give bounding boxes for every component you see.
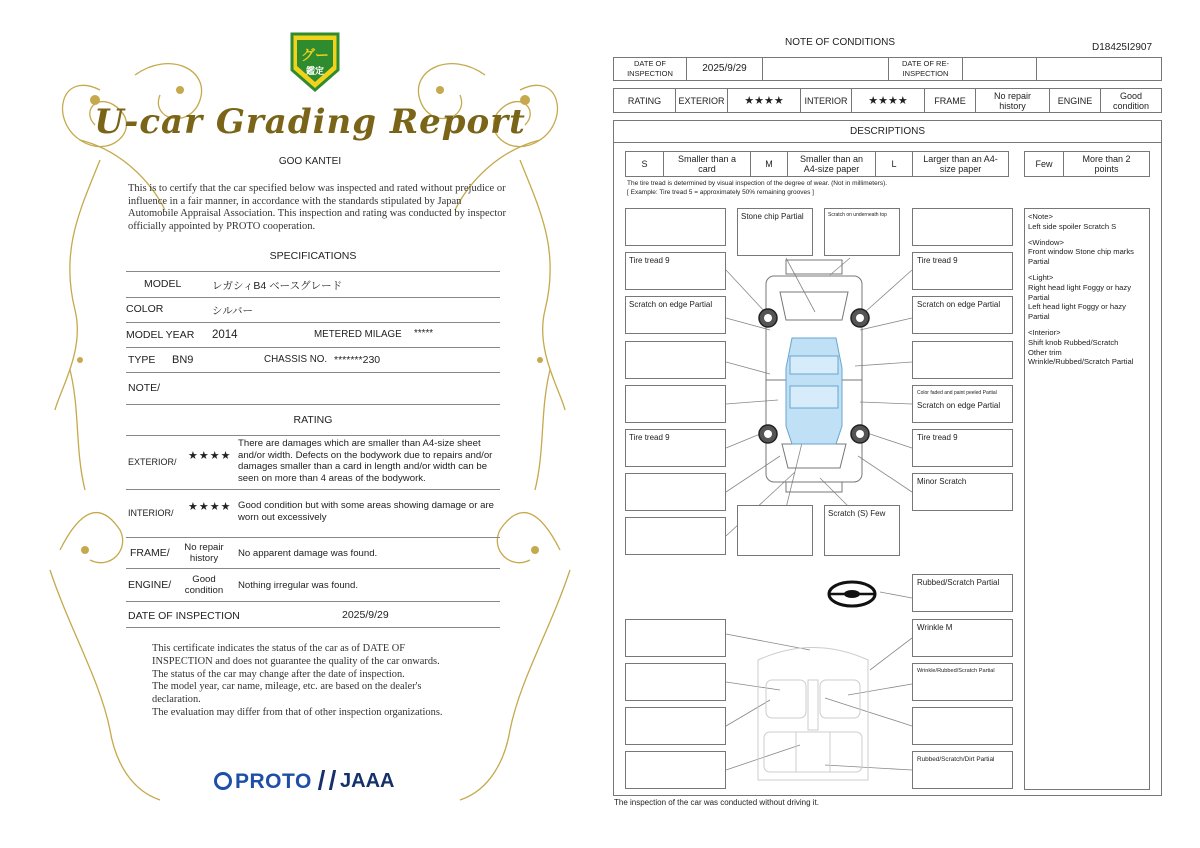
footnote-line: The evaluation may differ from that of other inspection organizations. xyxy=(152,706,443,718)
re-inspection-label: DATE OF RE-INSPECTION xyxy=(888,58,962,80)
footnote-line: The status of the car may change after the date of inspection. xyxy=(152,668,405,680)
condition-box xyxy=(912,574,1013,612)
condition-box xyxy=(625,341,726,379)
bottom-note: The inspection of the car was conducted without driving it. xyxy=(614,798,819,807)
svg-text:鑑定: 鑑定 xyxy=(305,67,325,77)
chassis-label: CHASSIS NO. xyxy=(264,354,328,365)
condition-box xyxy=(912,473,1013,511)
condition-label: Tire tread 9 xyxy=(629,433,670,442)
exterior-stars: ★★★★ xyxy=(188,450,232,462)
model-year-value: 2014 xyxy=(212,329,238,341)
condition-box xyxy=(912,296,1013,334)
frame-label: FRAME xyxy=(924,89,975,112)
chassis-value: *******230 xyxy=(334,354,381,366)
condition-box xyxy=(824,208,900,256)
model-year-label: MODEL YEAR xyxy=(126,329,195,341)
condition-label: Stone chip Partial xyxy=(741,212,804,221)
interior-label: INTERIOR/ xyxy=(128,508,174,518)
condition-box xyxy=(912,385,1013,423)
condition-label: Scratch on edge Partial xyxy=(629,300,713,309)
note-line: <Note> xyxy=(1028,212,1053,221)
legend-key: M xyxy=(750,152,787,176)
frame-value: No repair history xyxy=(975,89,1049,112)
type-label: TYPE xyxy=(128,354,156,366)
notes-panel xyxy=(1024,208,1150,790)
engine-value: Good condition xyxy=(184,574,224,596)
condition-box xyxy=(737,208,813,256)
certification-text: This is to certify that the car specified below was inspected and rated without prejudice or influence in a fair manner, in accordance with the standards stipulated by Japan Automobile Appraisal Association. This inspection and rating was conducted by inspector officially appointed by PROTO cooperation. xyxy=(128,183,507,232)
note-line: Left head light Foggy or hazy Partial xyxy=(1028,302,1126,322)
engine-label: ENGINE/ xyxy=(128,579,172,591)
legend-key: L xyxy=(875,152,912,176)
engine-value: Good condition xyxy=(1100,89,1161,112)
condition-label: Scratch on edge Partial xyxy=(917,300,1001,309)
date-value: 2025/9/29 xyxy=(342,609,389,621)
condition-box xyxy=(625,252,726,290)
condition-label: Tire tread 9 xyxy=(917,256,958,265)
note-line: Left side spoiler Scratch S xyxy=(1028,221,1117,231)
conditions-title: NOTE OF CONDITIONS xyxy=(785,37,895,48)
legend-value: Larger than an A4-size paper xyxy=(912,152,1008,176)
condition-box xyxy=(625,751,726,789)
condition-box xyxy=(737,505,813,556)
condition-label: Wrinkle M xyxy=(917,623,953,632)
condition-box xyxy=(912,751,1013,789)
condition-label: Color faded and paint peeled Partial xyxy=(917,390,997,396)
condition-box xyxy=(625,296,726,334)
exterior-label: EXTERIOR xyxy=(675,89,727,112)
model-value: レガシィB4 ベースグレード xyxy=(212,280,343,292)
interior-description: Good condition but with some areas showing damage or are worn out excessively xyxy=(238,500,494,523)
report-title: U-car Grading Report xyxy=(94,102,526,142)
exterior-label: EXTERIOR/ xyxy=(128,457,177,467)
rating-label: RATING xyxy=(627,95,662,106)
few-value: More than 2 points xyxy=(1063,152,1149,176)
document-id: D18425I2907 xyxy=(1091,42,1153,53)
frame-label: FRAME/ xyxy=(130,547,170,559)
condition-box xyxy=(625,619,726,657)
legend-value: Smaller than an A4-size paper xyxy=(787,152,875,176)
engine-description: Nothing irregular was found. xyxy=(238,580,358,591)
jaaa-logo-text: JAAA xyxy=(340,770,395,792)
descriptions-heading: DESCRIPTIONS xyxy=(613,121,1162,143)
color-value: シルバー xyxy=(212,305,254,317)
tire-note: The tire tread is determined by visual inspection of the degree of wear. (Not in millimeters). xyxy=(627,180,888,187)
date-of-inspection-label: DATE OF INSPECTION xyxy=(627,59,673,78)
frame-description: No apparent damage was found. xyxy=(238,548,378,559)
specifications-heading: SPECIFICATIONS xyxy=(269,250,357,262)
condition-label: Wrinkle/Rubbed/Scratch Partial xyxy=(917,668,995,674)
interior-label: INTERIOR xyxy=(800,89,851,112)
few-key: Few xyxy=(1035,159,1053,169)
note-line: <Light> xyxy=(1028,272,1054,282)
legend-key: S xyxy=(641,159,648,169)
frame-value: No repair history xyxy=(184,542,224,564)
condition-box xyxy=(625,208,726,246)
interior-diagram xyxy=(748,640,878,790)
condition-box xyxy=(912,707,1013,745)
condition-box xyxy=(625,385,726,423)
report-subtitle: GOO KANTEI xyxy=(278,156,342,167)
condition-box xyxy=(912,341,1013,379)
footnote-line: This certificate indicates the status of the car as of DATE OF xyxy=(152,643,406,654)
interior-stars: ★★★★ xyxy=(188,501,232,513)
note-line: <Window> xyxy=(1028,237,1064,247)
rating-heading: RATING xyxy=(293,414,333,426)
note-line: Right head light Foggy or hazy Partial xyxy=(1028,282,1131,302)
note-line: Wrinkle/Rubbed/Scratch Partial xyxy=(1028,357,1134,367)
svg-text:グー: グー xyxy=(301,48,329,64)
metered-milage-value: ***** xyxy=(414,328,434,339)
note-line: Other trim xyxy=(1028,347,1062,357)
legend-value: Smaller than a card xyxy=(663,152,750,176)
condition-label: Rubbed/Scratch Partial xyxy=(917,578,1000,587)
condition-box xyxy=(625,663,726,701)
color-label: COLOR xyxy=(126,303,164,315)
note-line: Front window Stone chip marks Partial xyxy=(1028,247,1134,267)
note-line: <Interior> xyxy=(1028,327,1061,337)
car-top-view-diagram xyxy=(758,256,870,496)
condition-label: Rubbed/Scratch/Dirt Partial xyxy=(917,756,995,763)
type-value: BN9 xyxy=(172,354,194,366)
condition-box xyxy=(824,505,900,556)
condition-label: Scratch on underneath top xyxy=(828,212,887,218)
metered-milage-label: METERED MILAGE xyxy=(314,329,402,340)
note-label: NOTE/ xyxy=(128,382,161,394)
engine-label: ENGINE xyxy=(1049,89,1100,112)
tire-example: [ Example: Tire tread 5 = approximately 50% remaining grooves ] xyxy=(627,189,814,196)
condition-box xyxy=(912,429,1013,467)
condition-label: Tire tread 9 xyxy=(629,256,670,265)
condition-box xyxy=(912,208,1013,246)
condition-label: Scratch on edge Partial xyxy=(917,401,1001,410)
date-label: DATE OF INSPECTION xyxy=(128,610,240,622)
note-line: Shift knob Rubbed/Scratch xyxy=(1028,337,1119,347)
condition-label: Tire tread 9 xyxy=(917,433,958,442)
condition-label: Scratch (S) Few xyxy=(828,509,886,518)
condition-box xyxy=(625,429,726,467)
condition-box xyxy=(912,252,1013,290)
condition-box xyxy=(625,707,726,745)
exterior-description: There are damages which are smaller than A4-size sheet and/or width. Defects on the bodywork due to repairs and/or damages smaller than a card in length and/or width can be seen on more than 4 areas of the bodywork. xyxy=(238,438,493,484)
condition-box xyxy=(912,619,1013,657)
condition-box xyxy=(625,473,726,511)
date-of-inspection-value: 2025/9/29 xyxy=(686,58,762,80)
proto-logo-text: PROTO xyxy=(235,770,312,793)
exterior-stars: ★★★★ xyxy=(727,89,800,112)
footnote-line: The model year, car name, mileage, etc. are based on the dealer's xyxy=(152,681,422,693)
condition-box xyxy=(625,517,726,555)
notes-list xyxy=(1028,212,1148,367)
footnote-line: declaration. xyxy=(152,694,201,706)
interior-stars: ★★★★ xyxy=(851,89,924,112)
condition-box xyxy=(912,663,1013,701)
condition-label: Minor Scratch xyxy=(917,477,967,486)
footnote-line: INSPECTION and does not guarantee the quality of the car onwards. xyxy=(152,655,440,667)
steering-wheel-icon xyxy=(826,579,878,609)
model-label: MODEL xyxy=(144,278,182,290)
